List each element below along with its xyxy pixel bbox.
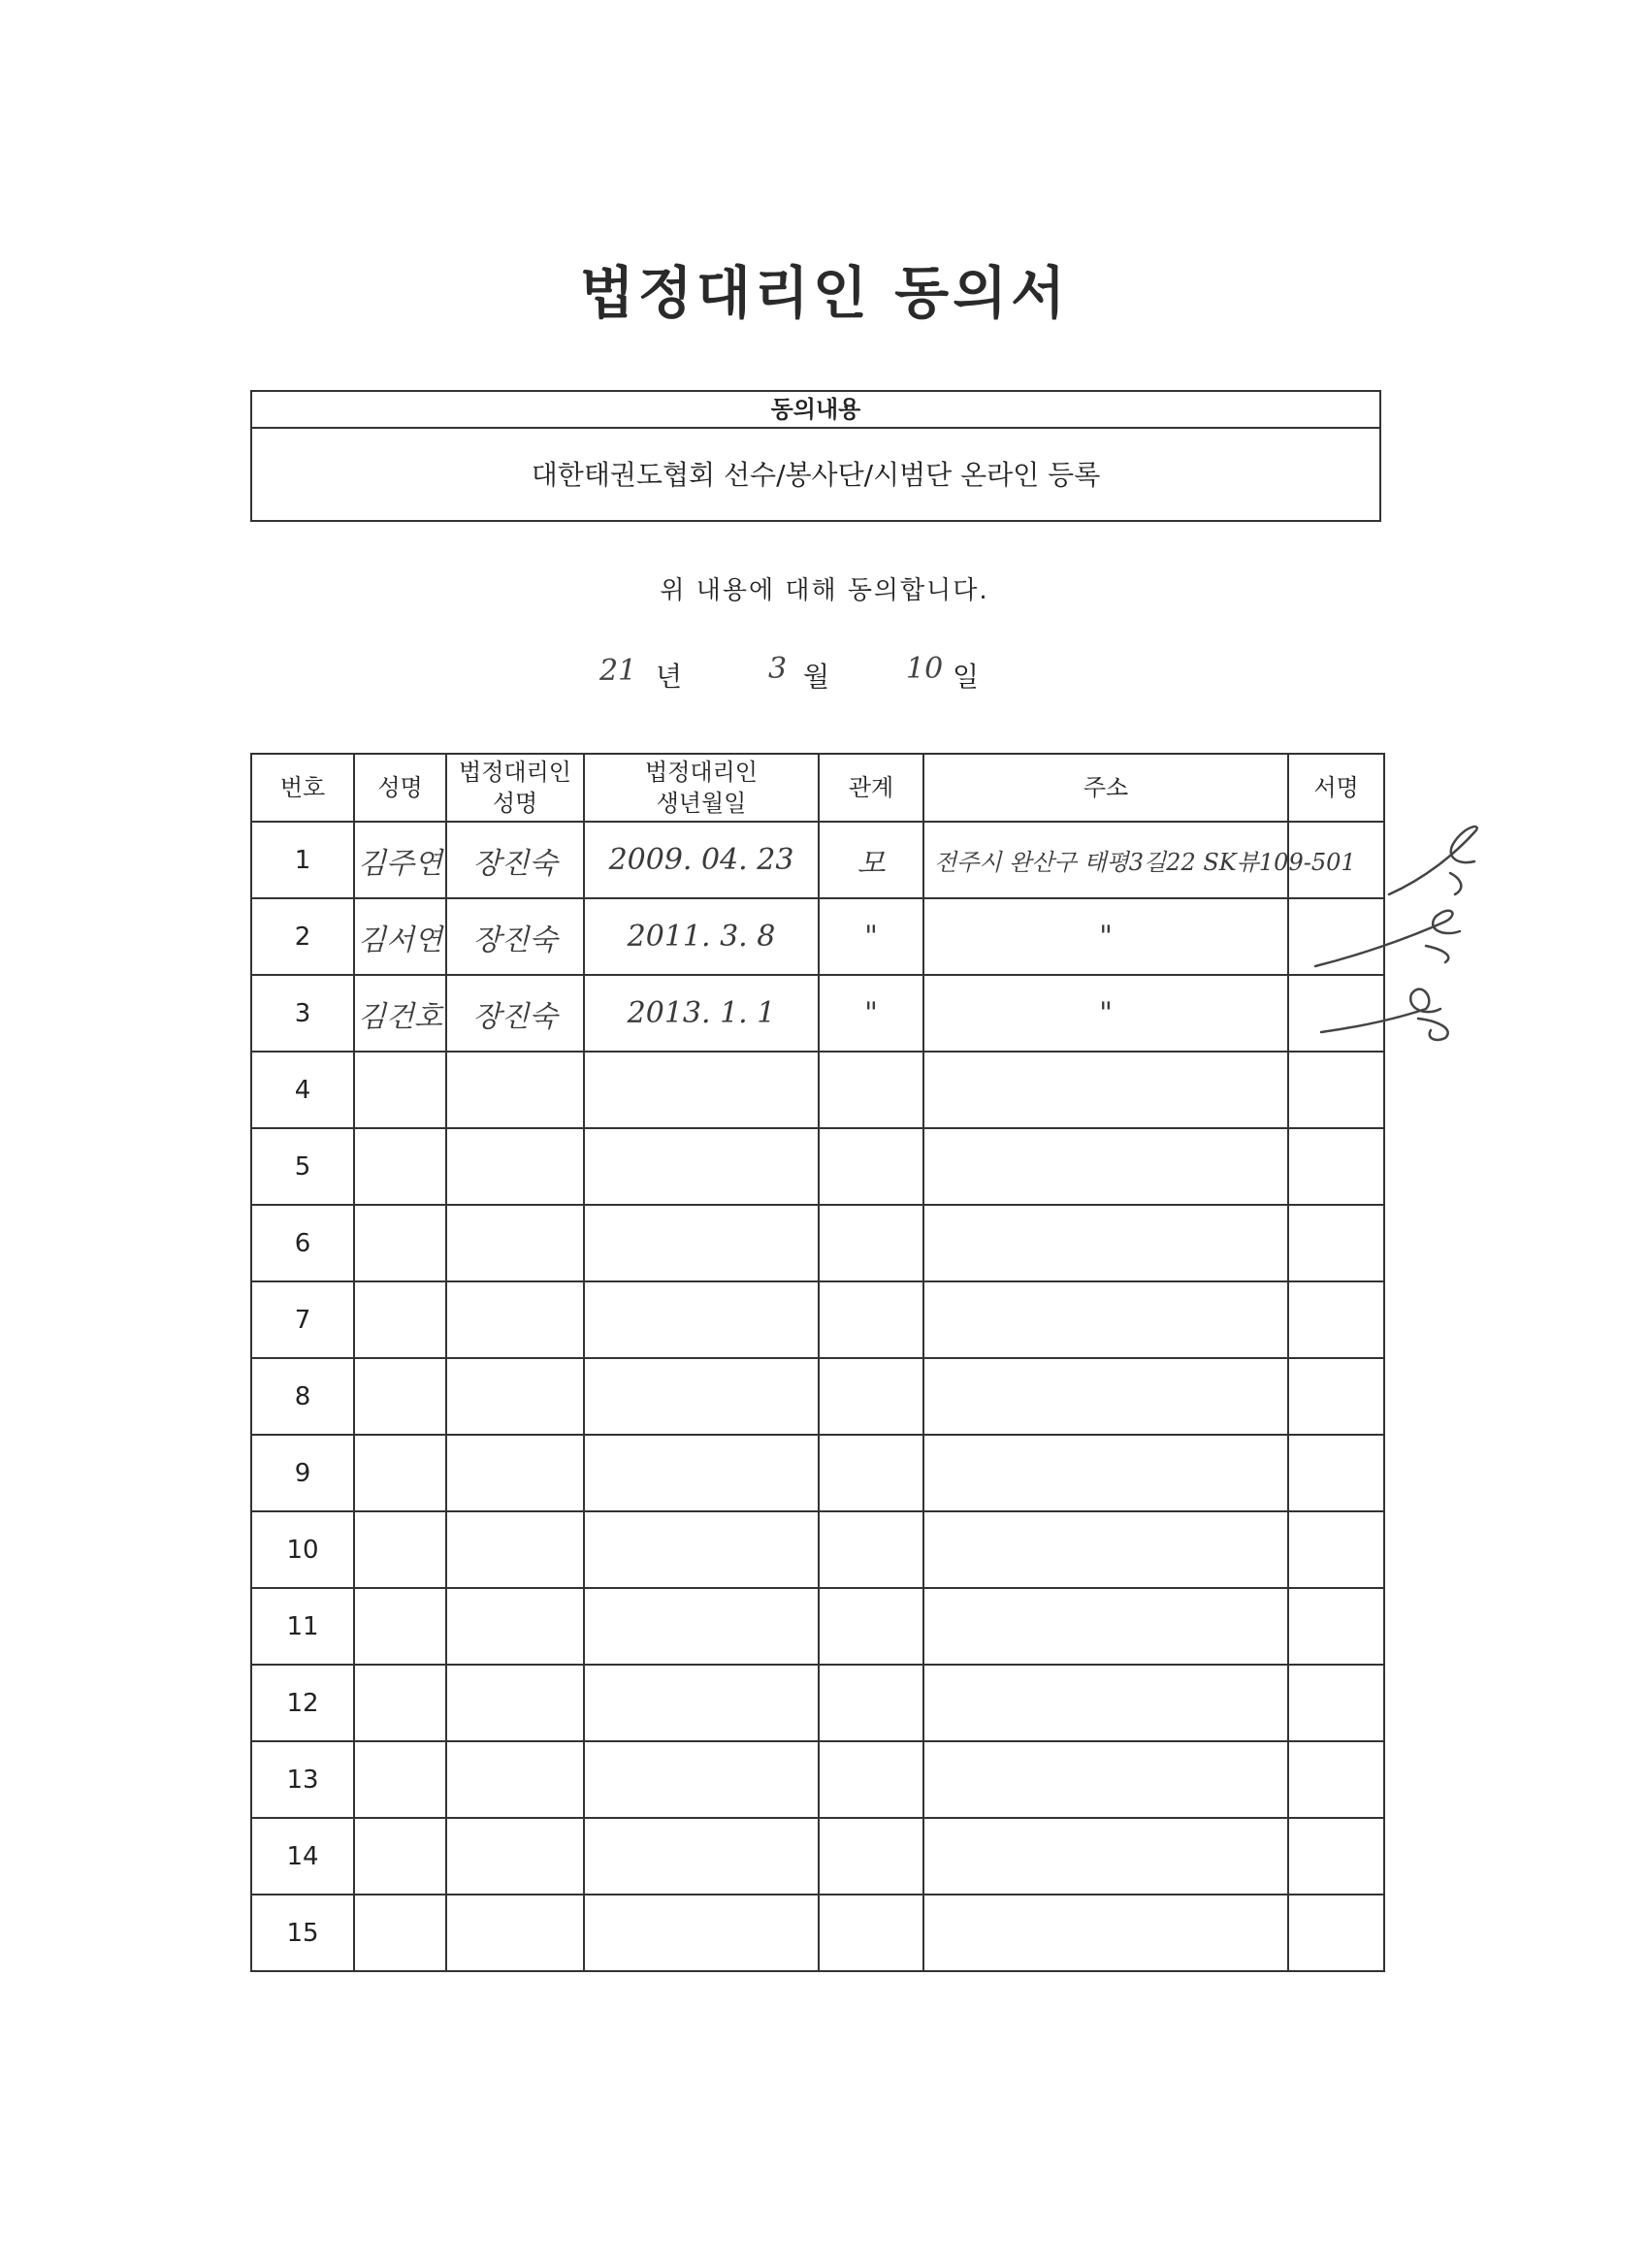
row-relation: " [819, 898, 923, 975]
date-day-value: 10 [906, 652, 944, 686]
consent-header: 동의내용 [252, 392, 1379, 429]
date-month-label: 월 [803, 661, 830, 693]
row-number: 2 [251, 898, 354, 975]
row-number: 12 [251, 1665, 354, 1741]
signature-mark-1 [1389, 826, 1477, 894]
row-number: 13 [251, 1741, 354, 1818]
row-number: 14 [251, 1818, 354, 1895]
row-number: 9 [251, 1435, 354, 1511]
row-number: 15 [251, 1895, 354, 1971]
date-year-value: 21 [599, 654, 637, 688]
row-number: 1 [251, 822, 354, 898]
date-year-label: 년 [656, 661, 683, 693]
header-name: 성명 [354, 754, 446, 822]
row-number: 4 [251, 1052, 354, 1128]
page-title: 법정대리인 동의서 [579, 260, 1070, 326]
row-address: " [923, 898, 1288, 975]
header-guardian-name: 법정대리인 성명 [446, 754, 584, 822]
date-month-value: 3 [768, 652, 788, 686]
header-guardian-birth: 법정대리인 생년월일 [584, 754, 819, 822]
row-name: 김건호 [354, 975, 446, 1052]
row-number: 10 [251, 1511, 354, 1588]
row-guardian-birth: 2011. 3. 8 [584, 898, 819, 975]
row-guardian-name: 장진숙 [446, 822, 584, 898]
header-address: 주소 [923, 754, 1288, 822]
row-number: 7 [251, 1281, 354, 1358]
row-guardian-birth: 2013. 1. 1 [584, 975, 819, 1052]
consent-content: 대한태권도협회 선수/봉사단/시범단 온라인 등록 [531, 459, 1101, 491]
agreement-statement: 위 내용에 대해 동의합니다. [660, 576, 989, 605]
row-relation: 모 [819, 822, 923, 898]
row-name: 김서연 [354, 898, 446, 975]
row-number: 5 [251, 1128, 354, 1205]
header-relation: 관계 [819, 754, 923, 822]
signature-mark-2 [1315, 911, 1460, 966]
row-address: 전주시 완산구 태평3길22 SK뷰109-501 [923, 822, 1288, 898]
row-number: 3 [251, 975, 354, 1052]
signature-mark-3 [1321, 989, 1448, 1040]
date-day-label: 일 [953, 661, 980, 693]
row-relation: " [819, 975, 923, 1052]
row-number: 6 [251, 1205, 354, 1281]
row-number: 8 [251, 1358, 354, 1435]
row-number: 11 [251, 1588, 354, 1665]
row-name: 김주연 [354, 822, 446, 898]
row-guardian-name: 장진숙 [446, 975, 584, 1052]
row-guardian-name: 장진숙 [446, 898, 584, 975]
header-no: 번호 [251, 754, 354, 822]
row-guardian-birth: 2009. 04. 23 [584, 822, 819, 898]
header-signature: 서명 [1288, 754, 1384, 822]
row-address: " [923, 975, 1288, 1052]
